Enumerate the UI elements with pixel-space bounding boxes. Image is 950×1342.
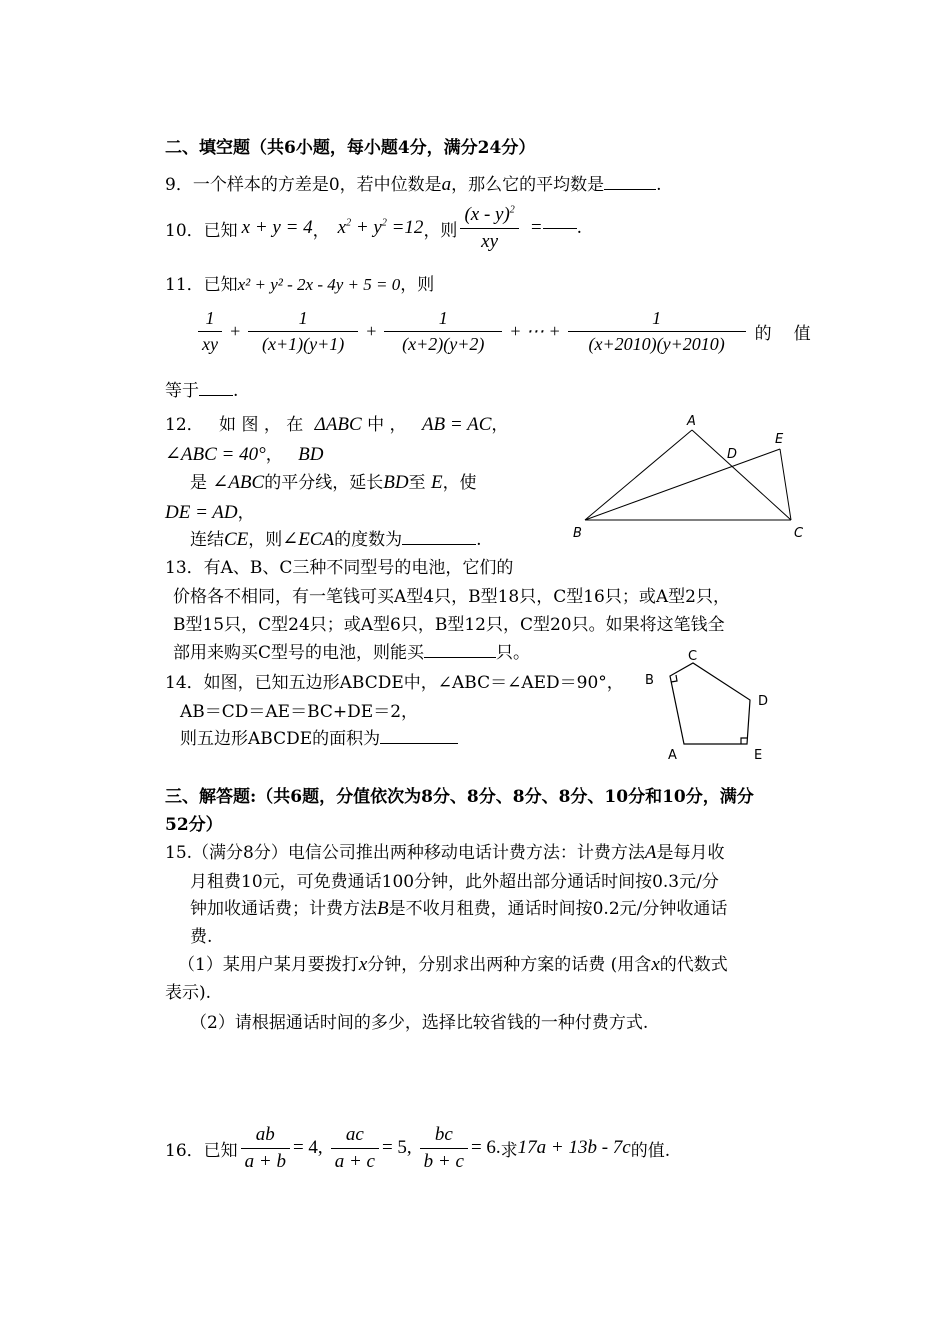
math-variable: A [644,842,657,863]
question-number: 12． [165,415,204,435]
segment-ec [780,449,791,520]
math-expression: BD [298,444,324,465]
question-text: 已知 [203,1140,238,1161]
math-expression: E [430,472,443,493]
math-expression: x + y = 4 [241,217,313,238]
question-12-line3: 是 ∠ABC的平分线，延长BD至 E，使 [190,472,477,493]
math-fraction: $\frac{ac}{a + c}$ [331,1124,379,1173]
question-14-line1: 14．如图，已知五边形ABCDE中，∠ABC＝∠AED＝90°， [165,673,624,693]
punctuation: . [576,218,583,238]
math-variable: a [441,174,452,195]
math-fraction: $\frac{bc}{b + c}$ [420,1124,468,1173]
math-equals: = [529,217,543,238]
question-16: 16． 已知 $\frac{ab}{a + b}$ = 4, $\frac{ac}{a + c}$ = 5, $\frac{bc}{b + c}$ = 6. 求 17a + 13b - 7c 的值. [165,1123,671,1172]
math-fraction: $\frac{1}{(x+2010)(y+2010)}$ [568,308,746,355]
question-9 [165,170,662,196]
segment-ba [585,430,692,520]
question-12-line4: DE = AD， [165,502,255,523]
label-e: E [754,748,763,763]
question-number: 16． [165,1140,204,1161]
answer-blank [543,228,577,229]
question-text: ，那么它的平均数是 [451,175,605,195]
question-11-sum: $\frac{1}{xy}$ + $\frac{1}{(x+1)(y+1)}$ + $\frac{1}{(x+2)(y+2)}$ + ⋯ + $\frac{1}{(x+2010)(y+2010)}$ 的 值 [195,308,811,355]
question-13-line3: B型15只，C型24只；或A型6只，B型12只，C型20只。如果将这笔钱全 [173,615,725,635]
right-angle-b [671,675,677,682]
question-11-line1 [165,270,434,295]
question-text: 的 [754,324,772,344]
question-15-line4: 费. [190,927,213,947]
question-text: 中 ， [367,415,407,435]
question-13-line4: 部用来购买C型号的电池，则能买 只。 [173,643,531,663]
label-a: A [668,748,677,763]
math-fraction: $\frac{(x - y)^2}{xy}$ [460,204,518,253]
question-text: 已知 [203,275,238,295]
question-13-line1: 13．有A、B、C三种不同型号的电池，它们的 [165,558,514,578]
math-expression: ΔABC [314,414,362,435]
math-expression: ∠ABC [212,472,265,493]
math-variable: B [377,898,389,919]
question-15-part1-cont: 表示). [165,983,212,1003]
question-15-line2: 月租费10元，可免费通话100分钟，此外超出部分通话时间按0.3元/分 [190,872,719,892]
math-expression: ∠ABC = 40° [165,444,266,465]
math-expression: DE = AD [165,502,238,523]
label-c: C [688,649,698,664]
math-expression: BD [383,472,409,493]
answer-blank [380,743,458,744]
math-expression: 17a + 13b - 7c [517,1137,631,1158]
label-d: D [758,694,769,709]
question-11-line3 [165,376,238,401]
question-15-part1: （1）某用户某月要拨打x分钟，分别求出两种方案的话费 (用含x的代数式 [178,954,728,975]
section-heading-solve-cont: 52分） [165,815,223,835]
section-heading-fill-in: 二、填空题（共6小题，每小题4分，满分24分） [165,138,536,158]
question-text: ，则 [423,220,458,241]
punctuation: . [656,175,662,195]
punctuation: ， [312,220,330,241]
question-text: ，则 [400,275,435,295]
label-b: B [573,526,582,541]
math-expression: ∠ECA [282,529,335,550]
answer-blank [424,657,496,658]
question-13-line2: 价格各不相同，有一笔钱可买A型4只，B型18只，C型16只；或A型2只， [173,587,730,607]
label-b: B [645,673,654,688]
pentagon-abcde [670,663,750,744]
answer-blank [199,395,233,396]
right-angle-e [741,738,747,744]
math-expression: CE [224,529,249,550]
math-fraction: $\frac{ab}{a + b}$ [241,1124,290,1173]
math-fraction: $\frac{1}{xy}$ [198,308,222,355]
question-15-part2: （2）请根据通话时间的多少，选择比较省钱的一种付费方式. [190,1013,649,1033]
label-a: A [687,414,696,429]
question-12-line2: ∠ABC = 40°， BD [165,444,324,465]
answer-blank [604,189,656,190]
question-text: 值 [793,324,811,344]
math-expression: $x^2 + y^2 =12$ [337,217,424,238]
section-heading-solve: 三、解答题:（共6题，分值依次为8分、8分、8分、8分、10分和10分，满分 [165,787,754,807]
question-15-line3: 钟加收通话费；计费方法B是不收月租费，通话时间按0.2元/分钟收通话 [190,898,728,919]
punctuation: . [233,381,239,401]
question-14-line2: AB＝CD＝AE＝BC+DE＝2， [180,702,419,722]
question-text: 如 图 ， 在 [219,415,304,435]
answer-blank [402,544,476,545]
question-number: 11． [165,275,204,295]
math-expression: x² + y² - 2x - 4y + 5 = 0 [237,275,401,294]
question-number: 9． [165,175,193,195]
question-15-line1: 15.（满分8分）电信公司推出两种移动电话计费方法：计费方法A是每月收 [165,842,725,863]
question-12-line5: 连结CE，则∠ECA的度数为 . [190,529,482,550]
math-variable: x [358,954,368,975]
pentagon-figure [640,644,780,764]
question-12-line1: 12． 如 图 ， 在 ΔABC 中 ， AB = AC， [165,414,509,435]
math-fraction: $\frac{1}{(x+1)(y+1)}$ [248,308,358,355]
label-e: E [775,432,784,447]
segment-be [585,449,780,520]
label-d: D [727,447,738,462]
label-c: C [794,526,804,541]
question-text: 已知 [203,220,238,241]
question-number: 10． [165,220,204,241]
question-14-line3: 则五边形ABCDE的面积为 [180,724,458,749]
question-text: 等于 [165,381,199,401]
triangle-figure [565,410,815,545]
question-10 [165,200,582,256]
math-variable: x [651,954,660,975]
math-fraction: $\frac{1}{(x+2)(y+2)}$ [384,308,502,355]
question-text: 的值. [630,1140,671,1161]
math-expression: AB = AC [421,414,492,435]
question-text: 求 [500,1140,518,1161]
question-text: 一个样本的方差是0，若中位数是 [192,175,442,195]
